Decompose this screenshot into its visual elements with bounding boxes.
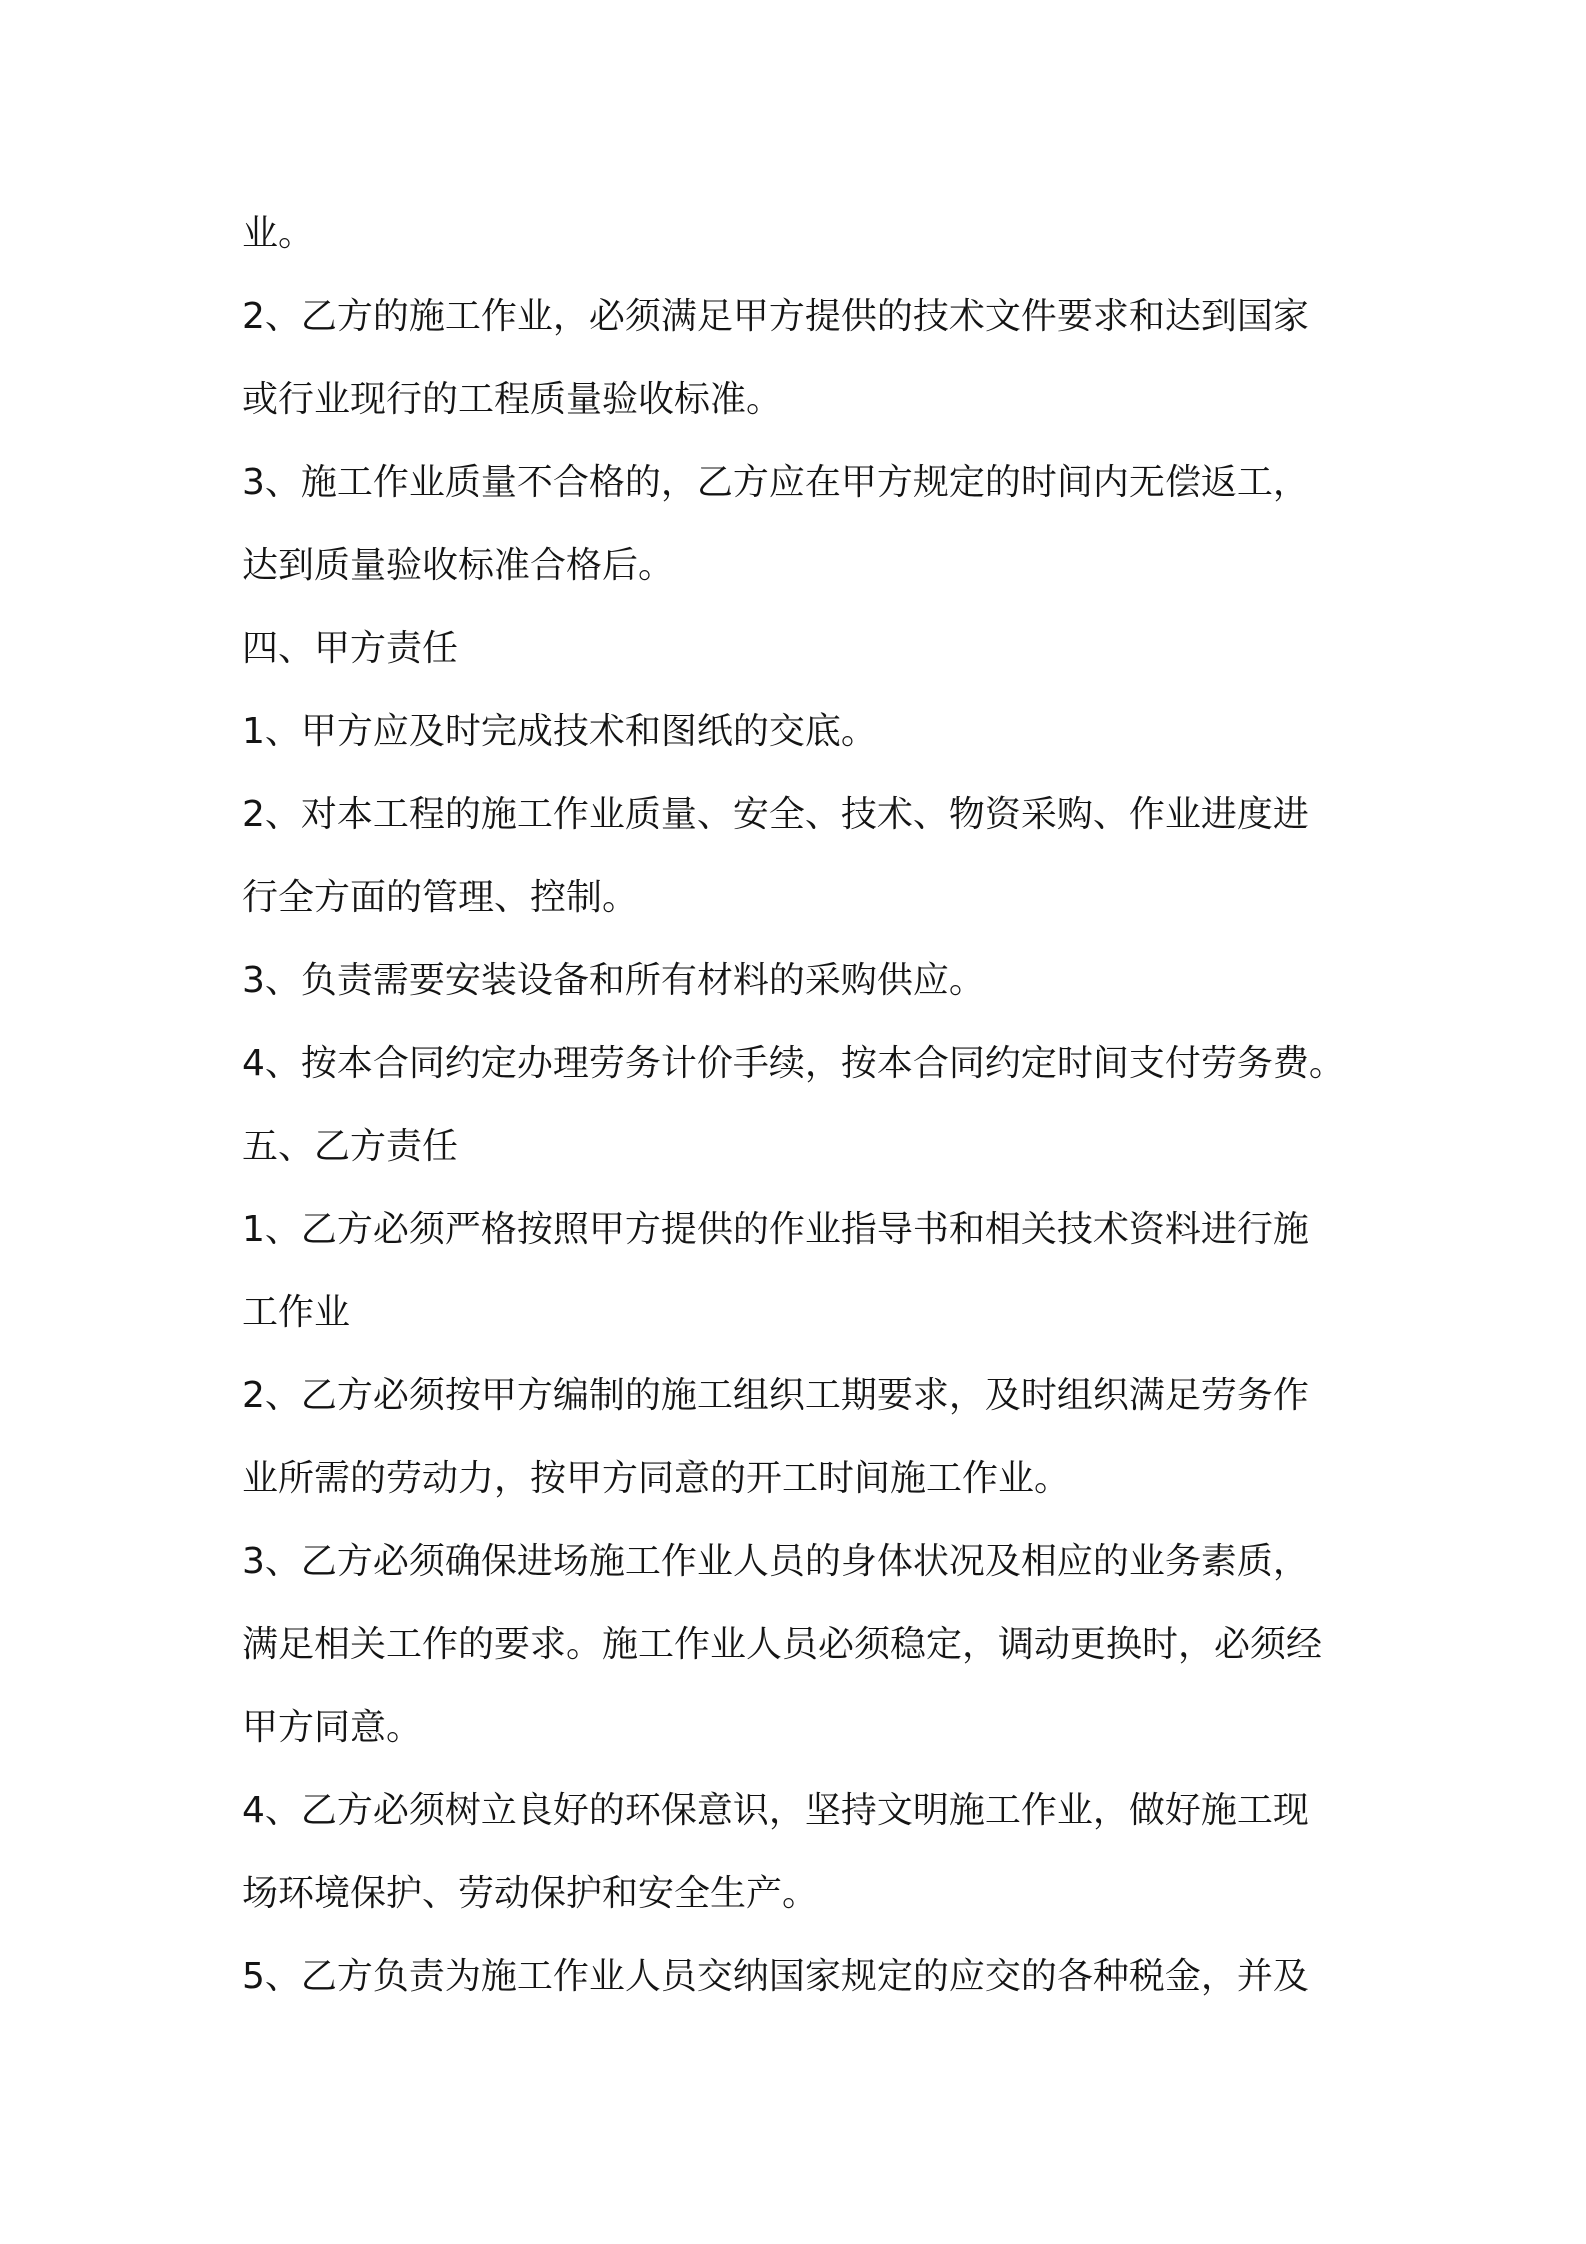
text-line-19: 甲方同意。 [242,1707,423,1748]
text-line-7: 1、甲方应及时完成技术和图纸的交底。 [242,711,877,752]
text-line-2: 2、乙方的施工作业，必须满足甲方提供的技术文件要求和达到国家 [242,296,1309,337]
text-line-13: 1、乙方必须严格按照甲方提供的作业指导书和相关技术资料进行施 [242,1209,1309,1250]
text-line-22: 5、乙方负责为施工作业人员交纳国家规定的应交的各种税金，并及 [242,1956,1309,1997]
text-line-5: 达到质量验收标准合格后。 [242,545,675,586]
document-body [242,192,1372,2018]
text-line-21: 场环境保护、劳动保护和安全生产。 [242,1873,819,1914]
text-line-3: 或行业现行的工程质量验收标准。 [242,379,783,420]
section-heading-jia: 四、甲方责任 [242,628,459,669]
text-line-17: 3、乙方必须确保进场施工作业人员的身体状况及相应的业务素质， [242,1541,1309,1582]
text-line-15: 2、乙方必须按甲方编制的施工组织工期要求，及时组织满足劳务作 [242,1375,1309,1416]
text-line-8: 2、对本工程的施工作业质量、安全、技术、物资采购、作业进度进 [242,794,1309,835]
text-line-9: 行全方面的管理、控制。 [242,877,639,918]
text-line-16: 业所需的劳动力，按甲方同意的开工时间施工作业。 [242,1458,1071,1499]
text-line-11: 4、按本合同约定办理劳务计价手续，按本合同约定时间支付劳务费。 [242,1043,1345,1084]
text-line-10: 3、负责需要安装设备和所有材料的采购供应。 [242,960,985,1001]
text-line-20: 4、乙方必须树立良好的环保意识，坚持文明施工作业，做好施工现 [242,1790,1309,1831]
text-line-4: 3、施工作业质量不合格的，乙方应在甲方规定的时间内无偿返工， [242,462,1309,503]
section-heading-yi: 五、乙方责任 [242,1126,459,1167]
text-line-14: 工作业 [242,1292,351,1333]
text-line-1: 业。 [242,213,315,254]
text-line-18: 满足相关工作的要求。施工作业人员必须稳定，调动更换时，必须经 [242,1624,1323,1665]
